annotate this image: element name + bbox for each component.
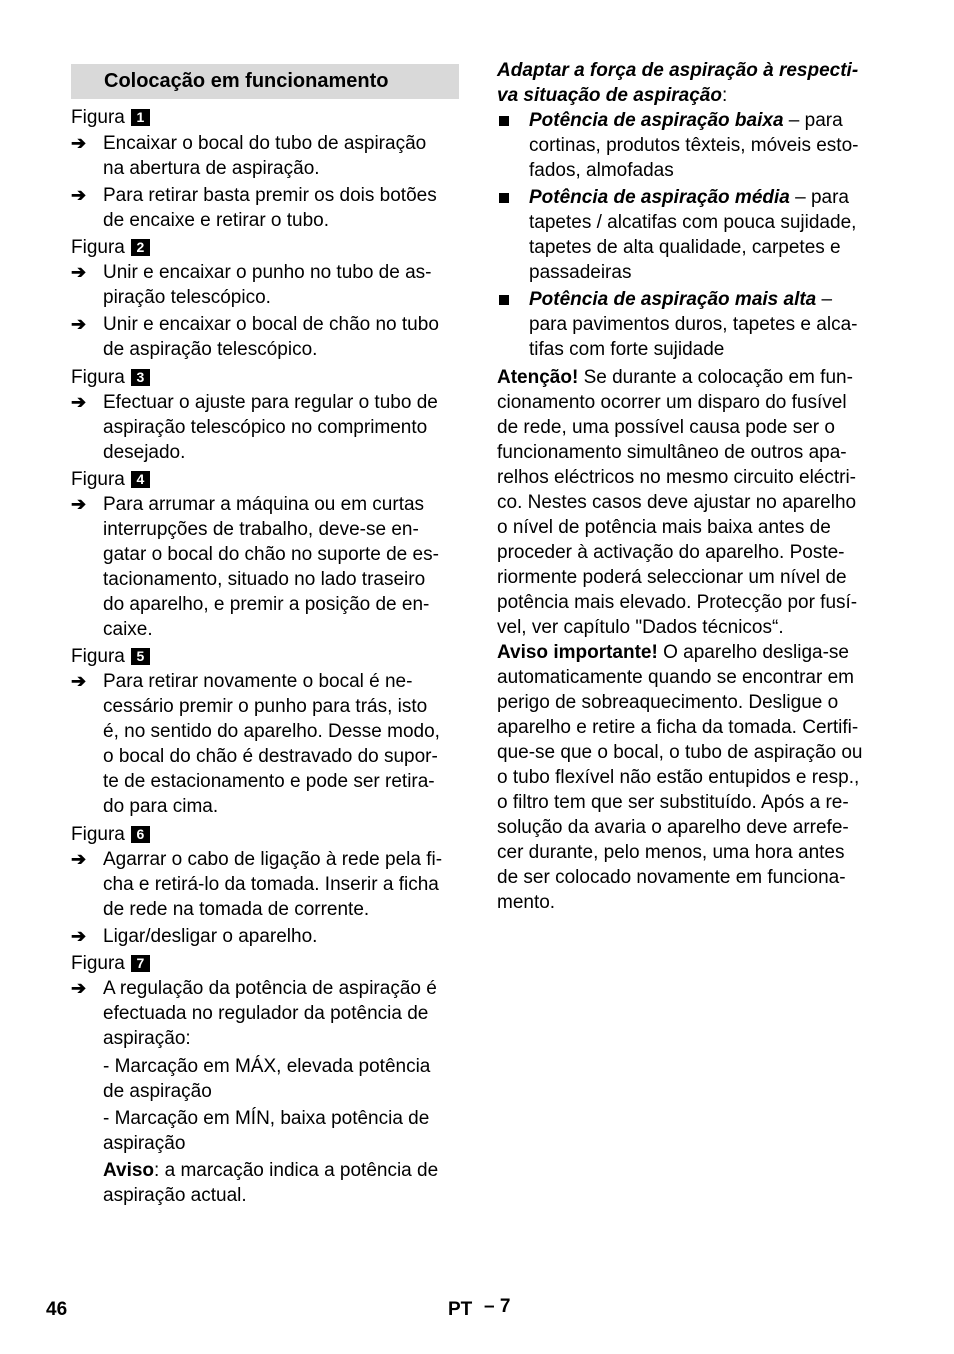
bullet-medium bbox=[529, 185, 849, 210]
attention-paragraph: funcionamento simultâneo de outros apa- bbox=[497, 442, 847, 463]
warning-paragraph: o tubo flexível não estão entupidos e resp., bbox=[497, 767, 860, 788]
figure-word: Figura bbox=[71, 367, 125, 388]
step-text: do para cima. bbox=[103, 796, 219, 817]
arrow-icon: ➔ bbox=[71, 133, 87, 153]
right-intro: Adaptar a força de aspiração à respecti- bbox=[497, 60, 859, 81]
figure-label bbox=[71, 467, 150, 492]
bullet-high: tifas com forte sujidade bbox=[529, 339, 725, 360]
warning-paragraph bbox=[497, 640, 849, 665]
figure-number-box: 7 bbox=[131, 955, 150, 972]
bullet-square-icon bbox=[499, 193, 509, 203]
warning-paragraph: cer durante, pelo menos, uma hora antes bbox=[497, 842, 845, 863]
section-heading: Colocação em funcionamento bbox=[71, 64, 459, 99]
warning-paragraph-part: Aviso importante! bbox=[497, 642, 658, 663]
attention-paragraph-part: Se durante a colocação em fun- bbox=[578, 367, 853, 388]
warning-paragraph: perigo de sobreaquecimento. Desligue o bbox=[497, 692, 839, 713]
figure-number-box: 3 bbox=[131, 369, 150, 386]
aviso-note-part: Aviso bbox=[103, 1160, 155, 1181]
figure-number-box: 5 bbox=[131, 648, 150, 665]
step-text: aspiração: bbox=[103, 1028, 191, 1049]
step-text: de aspiração bbox=[103, 1081, 212, 1102]
step-text: caixe. bbox=[103, 619, 153, 640]
arrow-icon: ➔ bbox=[71, 314, 87, 334]
attention-paragraph: potência mais elevado. Protecção por fusí- bbox=[497, 592, 858, 613]
bullet-high-part: Potência de aspiração mais alta bbox=[529, 289, 817, 310]
step-text: Ligar/desligar o aparelho. bbox=[103, 926, 318, 947]
attention-paragraph bbox=[497, 365, 853, 390]
step-text: desejado. bbox=[103, 442, 186, 463]
step-text: o bocal do chão é destravado do supor- bbox=[103, 746, 438, 767]
figure-label bbox=[71, 644, 150, 669]
bullet-low-part: Potência de aspiração baixa bbox=[529, 110, 784, 131]
attention-paragraph-part: Atenção! bbox=[497, 367, 579, 388]
step-text: é, no sentido do aparelho. Desse modo, bbox=[103, 721, 440, 742]
step-text: na abertura de aspiração. bbox=[103, 158, 320, 179]
figure-word: Figura bbox=[71, 107, 125, 128]
figure-label bbox=[71, 105, 150, 130]
attention-paragraph: proceder à activação do aparelho. Poste- bbox=[497, 542, 845, 563]
step-text: cessário premir o punho para trás, isto bbox=[103, 696, 428, 717]
figure-word: Figura bbox=[71, 237, 125, 258]
step-text: cha e retirá-lo da tomada. Inserir a ficha bbox=[103, 874, 439, 895]
warning-paragraph: que-se que o bocal, o tubo de aspiração ou bbox=[497, 742, 863, 763]
figure-number-box: 4 bbox=[131, 471, 150, 488]
bullet-low-part: – para bbox=[783, 110, 843, 131]
bullet-high-part: – bbox=[816, 289, 833, 310]
figure-label bbox=[71, 235, 150, 260]
footer-section: – 7 bbox=[484, 1296, 511, 1317]
step-text: gatar o bocal do chão no suporte de es- bbox=[103, 544, 439, 565]
figure-number-box: 1 bbox=[131, 109, 150, 126]
step-text: Efectuar o ajuste para regular o tubo de bbox=[103, 392, 438, 413]
bullet-low: fados, almofadas bbox=[529, 160, 674, 181]
step-text: de aspiração telescópico. bbox=[103, 339, 318, 360]
step-text: Agarrar o cabo de ligação à rede pela fi- bbox=[103, 849, 443, 870]
attention-paragraph: vel, ver capítulo "Dados técnicos“. bbox=[497, 617, 784, 638]
right-intro-part: va situação de aspiração bbox=[497, 85, 722, 106]
figure-word: Figura bbox=[71, 469, 125, 490]
figure-number-box: 6 bbox=[131, 826, 150, 843]
figure-word: Figura bbox=[71, 953, 125, 974]
warning-paragraph: mento. bbox=[497, 892, 556, 913]
right-intro-part: : bbox=[721, 85, 728, 106]
step-text: Para retirar novamente o bocal é ne- bbox=[103, 671, 413, 692]
bullet-high bbox=[529, 287, 832, 312]
step-text: Unir e encaixar o bocal de chão no tubo bbox=[103, 314, 439, 335]
figure-number-box: 2 bbox=[131, 239, 150, 256]
bullet-medium: passadeiras bbox=[529, 262, 632, 283]
step-text: Unir e encaixar o punho no tubo de as- bbox=[103, 262, 432, 283]
arrow-icon: ➔ bbox=[71, 671, 87, 691]
arrow-icon: ➔ bbox=[71, 494, 87, 514]
warning-paragraph: automaticamente quando se encontrar em bbox=[497, 667, 854, 688]
step-text: do aparelho, e premir a posição de en- bbox=[103, 594, 430, 615]
figure-label bbox=[71, 365, 150, 390]
figure-label bbox=[71, 951, 150, 976]
arrow-icon: ➔ bbox=[71, 392, 87, 412]
figure-word: Figura bbox=[71, 646, 125, 667]
arrow-icon: ➔ bbox=[71, 978, 87, 998]
warning-paragraph-part: O aparelho desliga-se bbox=[657, 642, 849, 663]
step-text: tacionamento, situado no lado traseiro bbox=[103, 569, 426, 590]
footer-lang: PT bbox=[448, 1299, 473, 1320]
warning-paragraph: solução da avaria o aparelho deve arrefe- bbox=[497, 817, 849, 838]
step-text: - Marcação em MÍN, baixa potência de bbox=[103, 1108, 430, 1129]
arrow-icon: ➔ bbox=[71, 926, 87, 946]
bullet-medium: tapetes / alcatifas com pouca sujidade, bbox=[529, 212, 857, 233]
bullet-high: para pavimentos duros, tapetes e alca- bbox=[529, 314, 858, 335]
arrow-icon: ➔ bbox=[71, 185, 87, 205]
step-text: interrupções de trabalho, deve-se en- bbox=[103, 519, 419, 540]
warning-paragraph: de ser colocado novamente em funciona- bbox=[497, 867, 846, 888]
aviso-note-part: : a marcação indica a potência de bbox=[154, 1160, 439, 1181]
step-text: Para retirar basta premir os dois botões bbox=[103, 185, 437, 206]
step-text: aspiração bbox=[103, 1133, 186, 1154]
attention-paragraph: co. Nestes casos deve ajustar no aparelho bbox=[497, 492, 857, 513]
aviso-note: aspiração actual. bbox=[103, 1185, 247, 1206]
attention-paragraph: de rede, uma possível causa pode ser o bbox=[497, 417, 835, 438]
bullet-medium-part: – para bbox=[789, 187, 849, 208]
step-text: Para arrumar a máquina ou em curtas bbox=[103, 494, 425, 515]
bullet-medium-part: Potência de aspiração média bbox=[529, 187, 790, 208]
step-text: aspiração telescópico no comprimento bbox=[103, 417, 428, 438]
page-number: 46 bbox=[46, 1299, 68, 1320]
figure-word: Figura bbox=[71, 824, 125, 845]
bullet-low: cortinas, produtos têxteis, móveis esto- bbox=[529, 135, 859, 156]
step-text: de rede na tomada de corrente. bbox=[103, 899, 370, 920]
attention-paragraph: cionamento ocorrer um disparo do fusível bbox=[497, 392, 847, 413]
step-text: A regulação da potência de aspiração é bbox=[103, 978, 437, 999]
step-text: de encaixe e retirar o tubo. bbox=[103, 210, 330, 231]
attention-paragraph: o nível de potência mais baixa antes de bbox=[497, 517, 831, 538]
attention-paragraph: riormente poderá seleccionar um nível de bbox=[497, 567, 847, 588]
step-text: efectuada no regulador da potência de bbox=[103, 1003, 429, 1024]
aviso-note bbox=[103, 1158, 438, 1183]
attention-paragraph: relhos eléctricos no mesmo circuito eléctri- bbox=[497, 467, 857, 488]
arrow-icon: ➔ bbox=[71, 849, 87, 869]
right-intro bbox=[497, 83, 727, 108]
step-text: Encaixar o bocal do tubo de aspiração bbox=[103, 133, 427, 154]
bullet-square-icon bbox=[499, 116, 509, 126]
step-text: te de estacionamento e pode ser retira- bbox=[103, 771, 435, 792]
warning-paragraph: o filtro tem que ser substituído. Após a re- bbox=[497, 792, 849, 813]
step-text: - Marcação em MÁX, elevada potência bbox=[103, 1056, 431, 1077]
arrow-icon: ➔ bbox=[71, 262, 87, 282]
warning-paragraph: aparelho e retire a ficha da tomada. Certifi- bbox=[497, 717, 859, 738]
bullet-low bbox=[529, 108, 843, 133]
bullet-medium: tapetes de alta qualidade, carpetes e bbox=[529, 237, 841, 258]
figure-label bbox=[71, 822, 150, 847]
bullet-square-icon bbox=[499, 295, 509, 305]
step-text: piração telescópico. bbox=[103, 287, 271, 308]
